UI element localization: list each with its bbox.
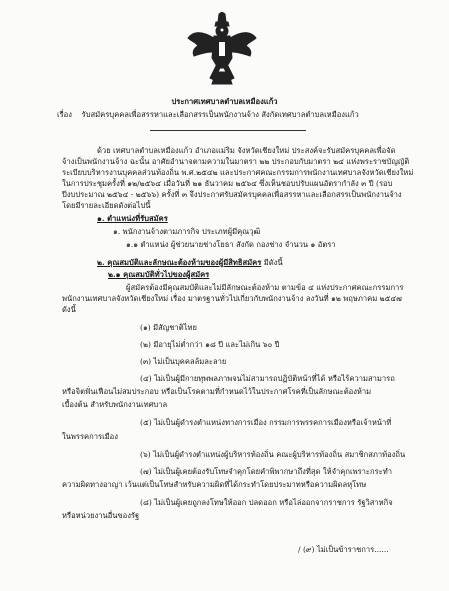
- section2-heading-line: [97, 258, 283, 268]
- title-divider: [150, 130, 306, 131]
- qualification-7: (๗) ไม่เป็นผู้เคยต้องรับโทษจำคุกโดยคำพิพากษาถึงที่สุด ให้จำคุกเพราะกระทำ: [140, 467, 393, 476]
- subject-line: [57, 110, 359, 120]
- qualification-5: (๕) ไม่เป็นผู้ดำรงตำแหน่งทางการเมือง กรรมการพรรคการเมืองหรือเจ้าหน้าที่: [140, 418, 392, 427]
- section2-para-3: ดังนี้: [62, 305, 76, 314]
- section2-heading-suffix: มีดังนี้: [263, 258, 283, 267]
- intro-line-1: ด้วย เทศบาลตำบลเหมืองแก้ว อำเภอแม่ริม จังหวัดเชียงใหม่ ประสงค์จะรับสมัครบุคคลเพื่อจัด: [97, 146, 396, 155]
- qualification-8-cont: หรือหน่วยงานอื่นของรัฐ: [62, 511, 140, 520]
- section2-para-1: ผู้สมัครต้องมีคุณสมบัติและไม่มีลักษณะต้องห้าม ตามข้อ ๔ แห่งประกาศคณะกรรมการ: [126, 283, 404, 292]
- qualification-5-cont: ในพรรคการเมือง: [62, 432, 118, 441]
- qualification-7-cont: ความผิดทางอาญา เว้นแต่เป็นโทษสำหรับความผิดที่ได้กระทำโดยประมาทหรือความผิดลหุโทษ: [62, 480, 367, 489]
- section2-heading: ๒. คุณสมบัติและลักษณะต้องห้ามของผู้มีสิทธิสมัคร: [97, 258, 262, 267]
- qualification-3: (๓) ไม่เป็นบุคคลล้มละลาย: [140, 357, 227, 366]
- qualification-2: (๒) มีอายุไม่ต่ำกว่า ๑๘ ปี และไม่เกิน ๖๐ ปี: [140, 340, 280, 349]
- section1-item: ๑. พนักงานจ้างตามภารกิจ ประเภทผู้มีคุณวุฒิ: [113, 227, 261, 236]
- section1-heading: ๑. ตำแหน่งที่รับสมัคร: [97, 214, 168, 223]
- intro-line-4: ในการประชุมครั้งที่ ๑๒/๒๕๖๔ เมื่อวันที่ ๒๑ ธันวาคม ๒๕๖๔ ซึ่งเห็นชอบปรับแผนอัตรากำลัง ๓ ปี (รอบ: [62, 179, 393, 188]
- qualification-6: (๖) ไม่เป็นผู้ดำรงตำแหน่งผู้บริหารท้องถิ่น คณะผู้บริหารท้องถิ่น สมาชิกสภาท้องถิ่น: [140, 450, 406, 459]
- qualification-8: (๘) ไม่เป็นผู้เคยถูกลงโทษให้ออก ปลดออก หรือไล่ออกจากราชการ รัฐวิสาหกิจ: [140, 498, 393, 507]
- subject-label: เรื่อง: [57, 110, 72, 119]
- section2-subheading: ๒.๑ คุณสมบัติทั่วไปของผู้สมัคร: [108, 270, 210, 279]
- document-title: ประกาศเทศบาลตำบลเหมืองแก้ว: [171, 97, 278, 106]
- section1-subitem: ๑.๑ ตำแหน่ง ผู้ช่วยนายช่างโยธา สังกัด กองช่าง จำนวน ๑ อัตรา: [126, 240, 336, 249]
- intro-line-5: ปีงบประมาณ ๒๕๖๔ - ๒๕๖๖) ครั้งที่ ๓ จึงประกาศรับสมัครบุคคลเพื่อสรรหาและเลือกสรรเป็นพนักงานจ้าง: [62, 190, 402, 199]
- qualification-4-cont-2: เบื้องต้น สำหรับพนักงานเทศบาล: [62, 400, 168, 409]
- garuda-emblem-icon: [186, 12, 258, 86]
- intro-line-3: ระเบียบบริหารงานบุคคลส่วนท้องถิ่น พ.ศ.๒๕๔๒ และประกาศคณะกรรมการพนักงานเทศบาลจังหวัดเชียงใหม่: [62, 168, 414, 177]
- subject-text: รับสมัครบุคคลเพื่อสรรหาและเลือกสรรเป็นพนักงานจ้าง สังกัดเทศบาลตำบลเหมืองแก้ว: [81, 110, 359, 119]
- intro-line-6: โดยมีรายละเอียดดังต่อไปนี้: [62, 201, 151, 210]
- intro-line-2: จ้างเป็นพนักงานจ้าง ฉะนั้น อาศัยอำนาจตามความในมาตรา ๒๒ ประกอบกับมาตรา ๒๔ แห่งพระราชบัญญัติ: [62, 157, 410, 166]
- section2-para-2: พนักงานเทศบาลจังหวัดเชียงใหม่ เรื่อง มาตรฐานทั่วไปเกี่ยวกับพนักงานจ้าง ลงวันที่ ๑๒ พฤษภาคม ๒๕๔๗: [62, 294, 402, 303]
- page-continuation: / (๙) ไม่เป็นข้าราชการ......: [298, 545, 389, 554]
- qualification-4: (๔) ไม่เป็นผู้มีกายทุพพลภาพจนไม่สามารถปฏิบัติหน้าที่ได้ หรือไร้ความสามารถ: [140, 374, 395, 383]
- qualification-1: (๑) มีสัญชาติไทย: [140, 323, 197, 332]
- qualification-4-cont-1: หรือจิตฟั่นเฟือนไม่สมประกอบ หรือเป็นโรคตามที่กำหนดไว้ในประกาศโรคที่เป็นลักษณะต้องห้าม: [62, 387, 372, 396]
